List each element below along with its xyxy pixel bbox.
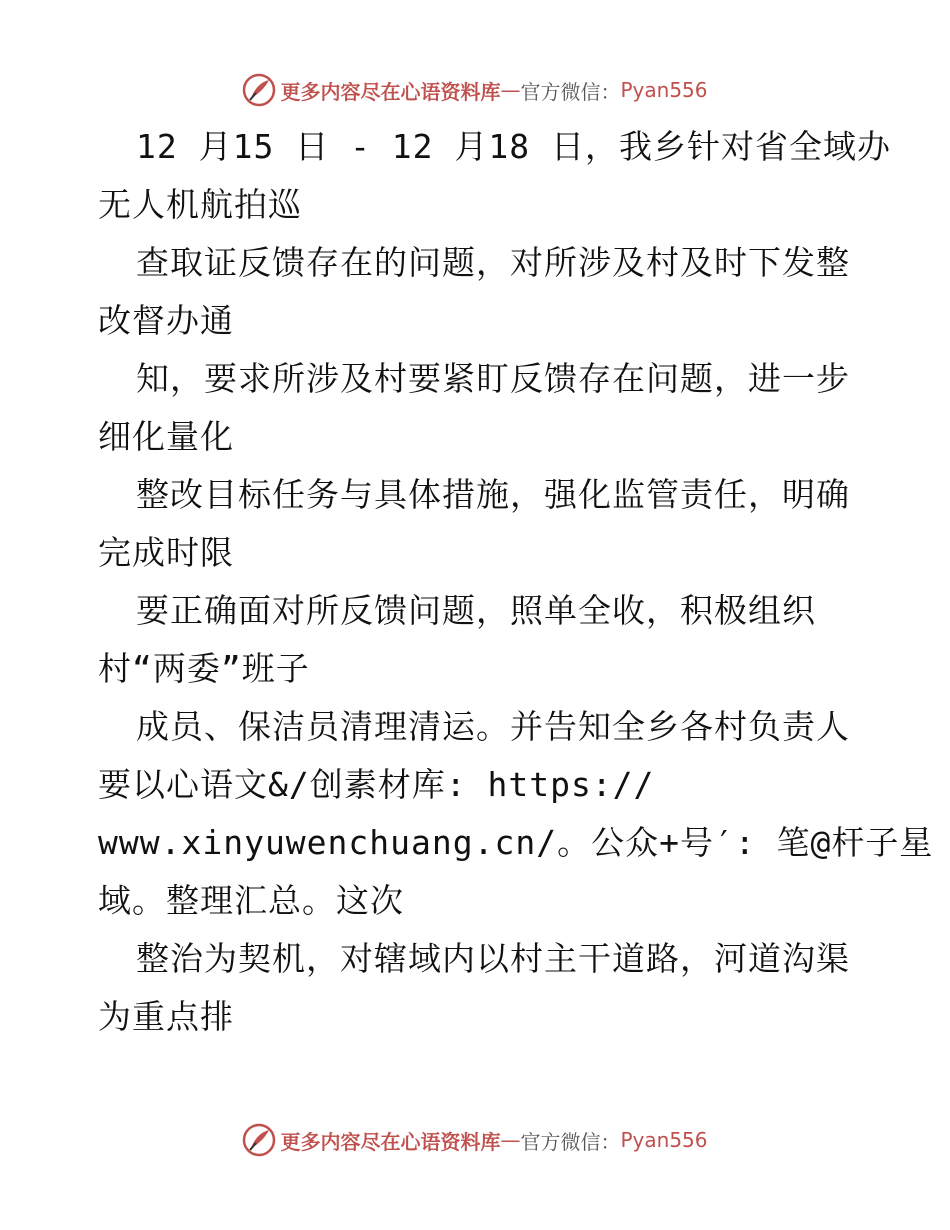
body-line: 知，要求所涉及村要紧盯反馈存在问题，进一步 — [136, 359, 850, 398]
banner-wechat-id: Pyan556 — [620, 1128, 708, 1152]
banner-wechat-label: 官方微信： — [520, 1129, 621, 1154]
body-line: 完成时限 — [98, 533, 234, 572]
banner-dash: — — [500, 1128, 521, 1152]
body-line: 细化量化 — [98, 417, 234, 456]
banner-site-text: 更多内容尽在心语资料库 — [280, 79, 501, 104]
header-banner — [0, 70, 950, 110]
banner-wechat-label: 官方微信： — [520, 79, 621, 104]
banner-wechat-id: Pyan556 — [620, 78, 708, 102]
body-line: www.xinyuwenchuang.cn/。公众+号′: 笔@杆子星 — [98, 823, 934, 862]
body-line: 为重点排 — [98, 997, 234, 1036]
feather-pen-logo-icon — [242, 73, 276, 107]
footer-banner — [0, 1120, 950, 1160]
banner-dash: — — [500, 78, 521, 102]
body-line: 无人机航拍巡 — [98, 185, 302, 224]
body-line: 要正确面对所反馈问题，照单全收，积极组织 — [136, 591, 816, 630]
body-line: 改督办通 — [98, 301, 234, 340]
body-line: 整治为契机，对辖域内以村主干道路，河道沟渠 — [136, 939, 850, 978]
feather-pen-logo-icon — [242, 1123, 276, 1157]
body-line: 成员、保洁员清理清运。并告知全乡各村负责人 — [136, 707, 850, 746]
banner-site-text: 更多内容尽在心语资料库 — [280, 1129, 501, 1154]
body-line: 要以心语文&/创素材库: https:// — [98, 765, 655, 804]
body-line: 整改目标任务与具体措施，强化监管责任，明确 — [136, 475, 850, 514]
document-body — [98, 118, 934, 1046]
body-line: 村“两委”班子 — [98, 649, 310, 688]
body-line: 12 月15 日 - 12 月18 日，我乡针对省全域办 — [136, 127, 892, 166]
body-line: 域。整理汇总。这次 — [98, 881, 404, 920]
body-line: 查取证反馈存在的问题，对所涉及村及时下发整 — [136, 243, 850, 282]
